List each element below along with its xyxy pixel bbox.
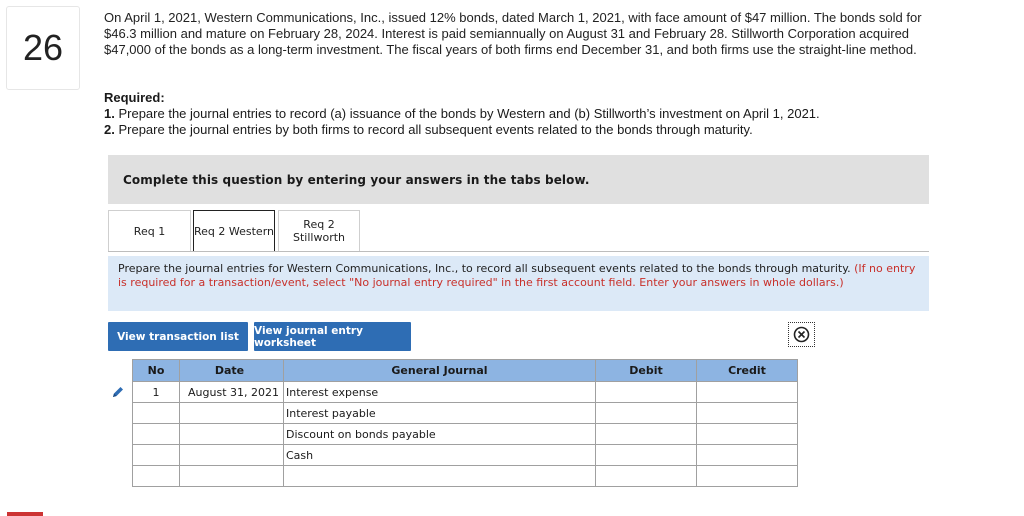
- tab-req-1-label: Req 1: [133, 224, 166, 238]
- requirement-1-number: 1.: [104, 106, 115, 121]
- column-header-general-journal: General Journal: [284, 360, 596, 382]
- credit-cell[interactable]: [697, 445, 798, 466]
- table-row: [133, 403, 798, 424]
- date-cell: [180, 445, 284, 466]
- edit-pencil-icon[interactable]: [111, 385, 125, 399]
- view-transaction-list-button[interactable]: View transaction list: [108, 322, 248, 351]
- account-cell[interactable]: Discount on bonds payable: [284, 424, 596, 445]
- tab-req-2-stillworth[interactable]: [278, 210, 360, 251]
- requirement-2-number: 2.: [104, 122, 115, 137]
- date-cell: [180, 466, 284, 487]
- entry-number-cell: 1: [133, 382, 180, 403]
- requirement-2-text: Prepare the journal entries by both firms to record all subsequent events related to the bonds through maturity.: [118, 122, 753, 137]
- account-cell[interactable]: Interest expense: [284, 382, 596, 403]
- tab-req-1[interactable]: [108, 210, 191, 251]
- table-row: [133, 382, 798, 403]
- credit-cell[interactable]: [697, 382, 798, 403]
- requirement-2: [104, 122, 753, 138]
- question-number-box: [6, 6, 80, 90]
- view-journal-entry-worksheet-button[interactable]: View journal entry worksheet: [254, 322, 411, 351]
- column-header-credit: Credit: [697, 360, 798, 382]
- journal-table: [132, 359, 798, 487]
- credit-cell[interactable]: [697, 403, 798, 424]
- account-cell[interactable]: [284, 466, 596, 487]
- date-cell: August 31, 2021: [180, 382, 284, 403]
- tab-req-2-western-label: Req 2 Western: [194, 224, 275, 238]
- instructions-main: Prepare the journal entries for Western Communications, Inc., to record all subsequent events related to the bonds through maturity.: [118, 262, 851, 275]
- credit-cell[interactable]: [697, 466, 798, 487]
- journal-header-row: [133, 360, 798, 382]
- debit-cell[interactable]: [596, 424, 697, 445]
- table-row: [133, 466, 798, 487]
- tabs-banner: [108, 155, 929, 204]
- close-button[interactable]: [788, 322, 815, 347]
- question-number: 26: [22, 27, 64, 68]
- debit-cell[interactable]: [596, 403, 697, 424]
- entry-number-cell: [133, 424, 180, 445]
- entry-number-cell: [133, 466, 180, 487]
- tab-req-2-stillworth-line1: Req 2: [303, 218, 335, 231]
- instructions-panel: [108, 256, 929, 311]
- account-cell[interactable]: Cash: [284, 445, 596, 466]
- question-stem: On April 1, 2021, Western Communications, Inc., issued 12% bonds, dated March 1, 2021, with face amount of $47 million. The bonds sold for $46.3 million and mature on February 28, 2024. Interest is paid semiannually on August 31 and February 28. Stillworth Corporation acquired $47,000 of the bonds as a long-term investment. The fiscal years of both firms end December 31, and both firms use the straight-line method.: [104, 10, 922, 57]
- table-row: [133, 445, 798, 466]
- debit-cell[interactable]: [596, 445, 697, 466]
- column-header-date: Date: [180, 360, 284, 382]
- column-header-debit: Debit: [596, 360, 697, 382]
- date-cell: [180, 424, 284, 445]
- table-row: [133, 424, 798, 445]
- tab-req-2-stillworth-line2: Stillworth: [293, 231, 345, 244]
- close-circle-icon: [793, 326, 810, 343]
- debit-cell[interactable]: [596, 466, 697, 487]
- required-heading: Required:: [104, 90, 165, 105]
- account-cell[interactable]: Interest payable: [284, 403, 596, 424]
- column-header-no: No: [133, 360, 180, 382]
- entry-number-cell: [133, 403, 180, 424]
- requirement-1: [104, 106, 820, 122]
- tab-divider: [108, 251, 929, 252]
- date-cell: [180, 403, 284, 424]
- entry-number-cell: [133, 445, 180, 466]
- credit-cell[interactable]: [697, 424, 798, 445]
- instructions-note: (If no entry is required for a transaction/event, select "No journal entry required" in the first account field. Enter your answers in whole dollars.): [118, 262, 916, 289]
- progress-indicator: [7, 512, 43, 516]
- banner-text: Complete this question by entering your answers in the tabs below.: [123, 172, 590, 187]
- requirement-1-text: Prepare the journal entries to record (a) issuance of the bonds by Western and (b) Stillworth’s investment on April 1, 2021.: [118, 106, 820, 121]
- debit-cell[interactable]: [596, 382, 697, 403]
- tab-req-2-western[interactable]: [193, 210, 275, 251]
